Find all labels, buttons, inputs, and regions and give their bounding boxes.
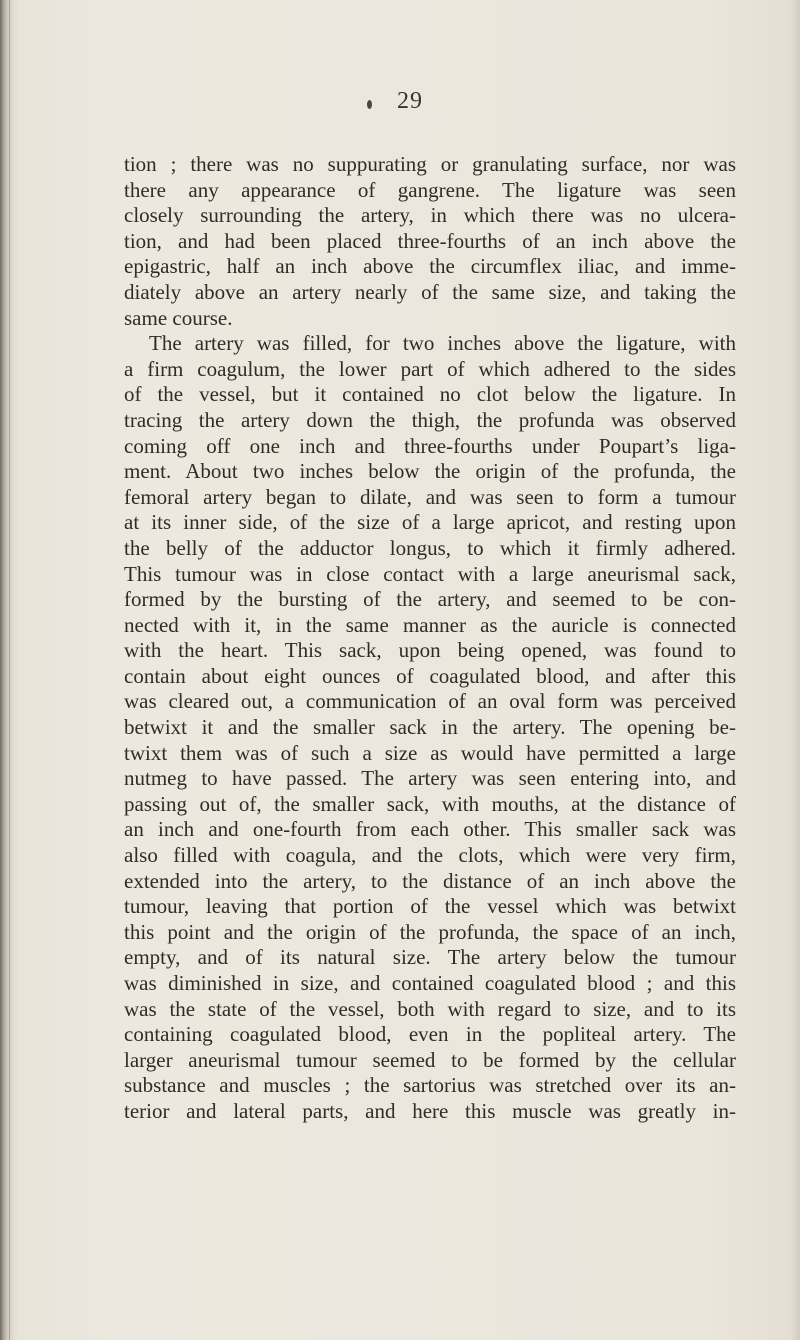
ink-speck [367, 100, 372, 109]
text-line: containing coagulated blood, even in the popliteal artery. The [124, 1022, 736, 1047]
binding-edge-line [9, 0, 10, 1340]
page-number: 29 [397, 88, 423, 114]
text-line: terior and lateral parts, and here this muscle was greatly in- [124, 1098, 736, 1123]
text-line: coming off one inch and three-fourths under Poupart’s liga- [124, 433, 736, 458]
text-line: This tumour was in close contact with a large aneurismal sack, [124, 561, 736, 586]
text-line: same course. [124, 305, 233, 330]
page-edge-shadow [790, 0, 800, 1340]
text-line: tracing the artery down the thigh, the profunda was observed [124, 407, 736, 432]
text-line: nutmeg to have passed. The artery was seen entering into, and [124, 766, 736, 791]
text-line: epigastric, half an inch above the circumflex iliac, and imme- [124, 254, 736, 279]
text-line: closely surrounding the artery, in which there was no ulcera- [124, 203, 736, 228]
text-line: at its inner side, of the size of a large apricot, and resting upon [124, 510, 736, 535]
text-line: there any appearance of gangrene. The ligature was seen [124, 177, 736, 202]
paragraph-start-line: The artery was filled, for two inches above the ligature, with [149, 331, 736, 356]
text-line: nected with it, in the same manner as the auricle is connected [124, 612, 736, 637]
text-line: was diminished in size, and contained coagulated blood ; and this [124, 971, 736, 995]
text-line: was the state of the vessel, both with regard to size, and to its [124, 996, 736, 1021]
text-line: with the heart. This sack, upon being opened, was found to [124, 638, 736, 663]
text-line: was cleared out, a communication of an oval form was perceived [124, 689, 736, 714]
text-line: tumour, leaving that portion of the vessel which was betwixt [124, 894, 736, 919]
text-line: substance and muscles ; the sartorius was stretched over its an- [124, 1073, 736, 1098]
text-line: femoral artery began to dilate, and was seen to form a tumour [124, 484, 736, 509]
text-line: passing out of, the smaller sack, with mouths, at the distance of [124, 791, 736, 816]
text-line: this point and the origin of the profunda, the space of an inch, [124, 919, 736, 944]
text-line: an inch and one-fourth from each other. This smaller sack was [124, 817, 736, 842]
text-line: tion ; there was no suppurating or granulating surface, nor was [124, 152, 736, 176]
text-line: empty, and of its natural size. The artery below the tumour [124, 945, 736, 970]
binding-gutter [0, 0, 14, 1340]
text-line: tion, and had been placed three-fourths of an inch above the [124, 228, 736, 253]
text-line: diately above an artery nearly of the same size, and taking the [124, 279, 736, 304]
text-line: of the vessel, but it contained no clot below the ligature. In [124, 382, 736, 407]
text-line: formed by the bursting of the artery, and seemed to be con- [124, 587, 736, 612]
text-line: betwixt it and the smaller sack in the artery. The opening be- [124, 715, 736, 740]
text-line: extended into the artery, to the distance of an inch above the [124, 868, 736, 893]
text-line: twixt them was of such a size as would have permitted a large [124, 740, 736, 765]
text-line: the belly of the adductor longus, to which it firmly adhered. [124, 535, 736, 560]
body-text [124, 152, 736, 1125]
text-line: also filled with coagula, and the clots, which were very firm, [124, 843, 736, 868]
text-line: contain about eight ounces of coagulated blood, and after this [124, 663, 736, 688]
text-line: a firm coagulum, the lower part of which adhered to the sides [124, 356, 736, 381]
text-line: larger aneurismal tumour seemed to be formed by the cellular [124, 1047, 736, 1072]
text-line: ment. About two inches below the origin of the profunda, the [124, 459, 736, 484]
